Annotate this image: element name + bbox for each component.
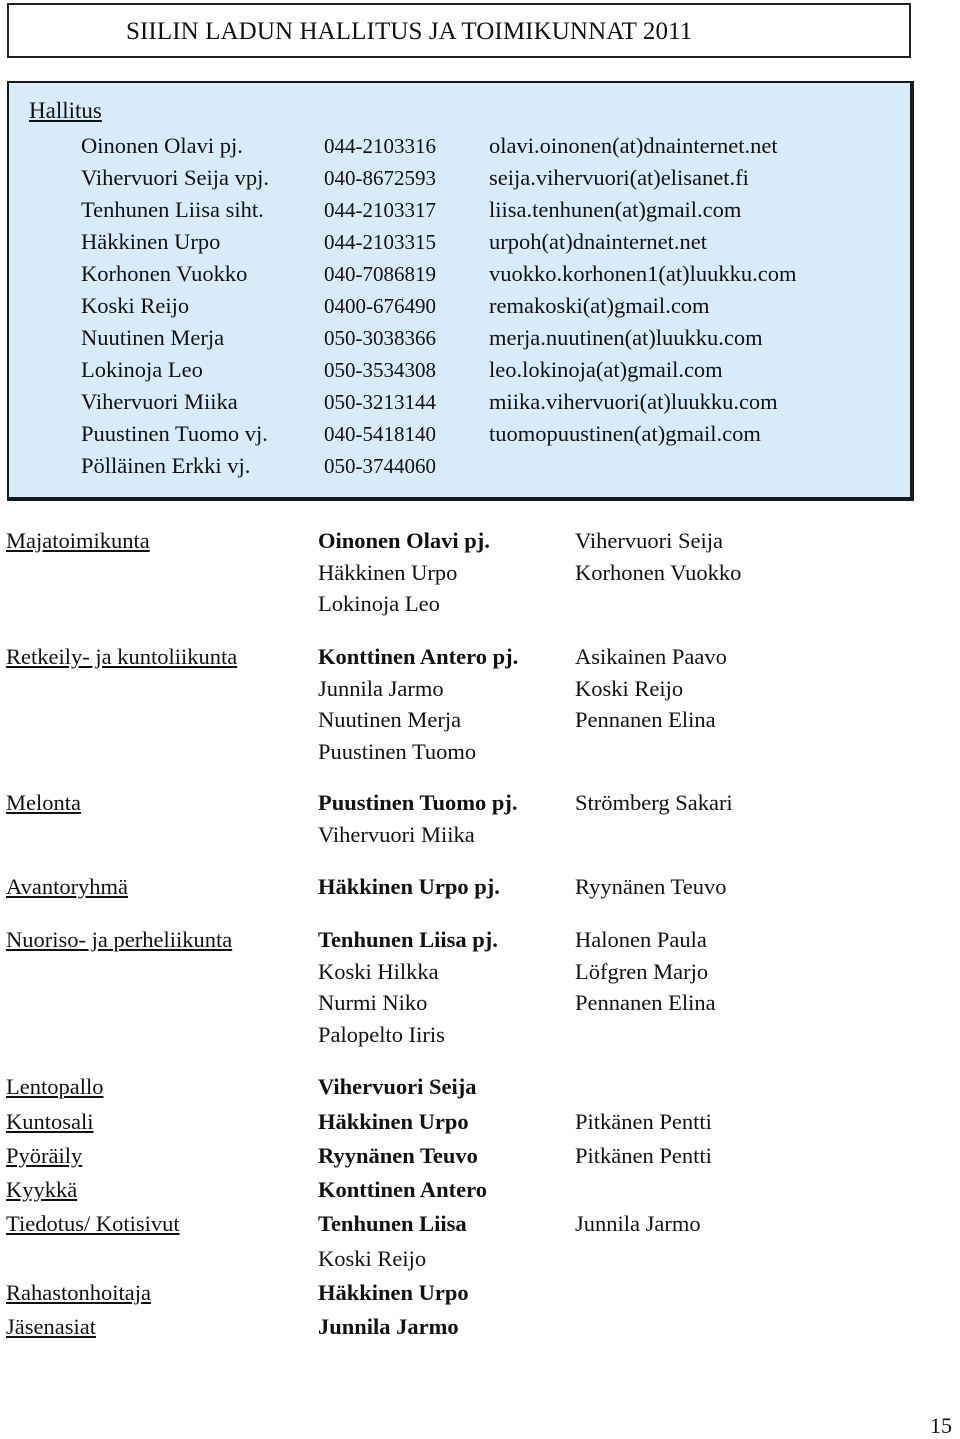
committee-label: Kuntosali — [6, 1109, 94, 1134]
committee-member: Nuutinen Merja — [318, 707, 462, 732]
committee-member: Halonen Paula — [575, 927, 707, 952]
member-phone: 044-2103315 — [324, 230, 436, 254]
hallitus-row — [9, 453, 909, 485]
member-email: liisa.tenhunen(at)gmail.com — [489, 197, 742, 222]
member-phone: 0400-676490 — [324, 294, 436, 318]
committee-label: Jäsenasiat — [6, 1314, 96, 1339]
committee-label: Melonta — [6, 790, 81, 815]
page-number: 15 — [930, 1413, 952, 1438]
committee-member: Asikainen Paavo — [575, 644, 727, 669]
hallitus-row — [9, 165, 909, 197]
committee-member: Pennanen Elina — [575, 707, 716, 732]
committee-label: Rahastonhoitaja — [6, 1280, 151, 1305]
committee-label: Majatoimikunta — [6, 528, 150, 553]
member-email: seija.vihervuori(at)elisanet.fi — [489, 165, 749, 190]
member-phone: 050-3038366 — [324, 326, 436, 350]
committee-member: Ryynänen Teuvo — [575, 874, 727, 899]
committee-chair: Oinonen Olavi pj. — [318, 528, 490, 553]
member-name: Tenhunen Liisa siht. — [81, 197, 264, 222]
committee-chair: Tenhunen Liisa — [318, 1211, 467, 1236]
committee-member: Lokinoja Leo — [318, 591, 440, 616]
hallitus-row — [9, 197, 909, 229]
committee-member: Strömberg Sakari — [575, 790, 733, 815]
member-phone: 050-3534308 — [324, 358, 436, 382]
member-name: Korhonen Vuokko — [81, 261, 248, 286]
member-name: Häkkinen Urpo — [81, 229, 221, 254]
committee-member: Pitkänen Pentti — [575, 1109, 712, 1134]
hallitus-row — [9, 261, 909, 293]
committee-member: Koski Reijo — [575, 675, 684, 701]
member-email: vuokko.korhonen1(at)luukku.com — [489, 261, 797, 286]
committee-member: Palopelto Iiris — [318, 1021, 445, 1047]
committee-label: Lentopallo — [6, 1074, 104, 1099]
committee-member: Koski Hilkka — [318, 958, 439, 984]
committee-label: Retkeily- ja kuntoliikunta — [6, 644, 238, 669]
hallitus-heading: Hallitus — [29, 98, 102, 123]
member-name: Nuutinen Merja — [81, 325, 225, 350]
committee-label: Kyykkä — [6, 1177, 78, 1202]
member-phone: 040-7086819 — [324, 262, 436, 286]
member-email: merja.nuutinen(at)luukku.com — [489, 325, 763, 350]
hallitus-row — [9, 293, 909, 325]
committee-label: Tiedotus/ Kotisivut — [6, 1211, 180, 1236]
committee-chair: Tenhunen Liisa pj. — [318, 927, 498, 952]
committee-member: Puustinen Tuomo — [318, 738, 477, 764]
hallitus-row — [9, 133, 909, 165]
committee-member: Pitkänen Pentti — [575, 1143, 712, 1168]
hallitus-row — [9, 357, 909, 389]
committee-member: Löfgren Marjo — [575, 958, 709, 984]
member-phone: 040-5418140 — [324, 422, 436, 446]
committee-member: Junnila Jarmo — [318, 675, 444, 701]
member-name: Koski Reijo — [81, 293, 190, 318]
committee-chair: Ryynänen Teuvo — [318, 1143, 478, 1168]
member-email: remakoski(at)gmail.com — [489, 293, 710, 318]
committee-chair: Konttinen Antero — [318, 1177, 487, 1202]
hallitus-row — [9, 325, 909, 357]
member-name: Oinonen Olavi pj. — [81, 133, 243, 158]
committee-label: Pyöräily — [6, 1143, 83, 1168]
committee-member: Koski Reijo — [318, 1245, 427, 1271]
member-name: Puustinen Tuomo vj. — [81, 421, 268, 446]
member-phone: 044-2103316 — [324, 134, 436, 158]
title-box — [7, 3, 911, 58]
member-email: olavi.oinonen(at)dnainternet.net — [489, 133, 778, 158]
committee-chair: Häkkinen Urpo — [318, 1280, 469, 1305]
member-name: Vihervuori Miika — [81, 389, 238, 414]
hallitus-row — [9, 229, 909, 261]
member-name: Pölläinen Erkki vj. — [81, 453, 251, 478]
committee-chair: Junnila Jarmo — [318, 1314, 459, 1339]
member-name: Lokinoja Leo — [81, 357, 203, 382]
hallitus-box — [7, 81, 914, 501]
member-email: miika.vihervuori(at)luukku.com — [489, 389, 778, 414]
committee-chair: Konttinen Antero pj. — [318, 644, 519, 669]
committee-label: Nuoriso- ja perheliikunta — [6, 927, 233, 952]
hallitus-row — [9, 389, 909, 421]
committee-member: Nurmi Niko — [318, 990, 428, 1015]
member-phone: 040-8672593 — [324, 166, 436, 190]
member-email: leo.lokinoja(at)gmail.com — [489, 357, 723, 382]
committee-chair: Vihervuori Seija — [318, 1074, 477, 1099]
committee-member: Junnila Jarmo — [575, 1211, 701, 1236]
member-email: tuomopuustinen(at)gmail.com — [489, 421, 761, 446]
hallitus-row — [9, 421, 909, 453]
committee-member: Vihervuori Miika — [318, 821, 475, 847]
committee-chair: Puustinen Tuomo pj. — [318, 790, 518, 815]
committee-member: Korhonen Vuokko — [575, 559, 742, 585]
committee-chair: Häkkinen Urpo — [318, 1109, 469, 1134]
committee-member: Häkkinen Urpo — [318, 559, 458, 585]
page-title: SIILIN LADUN HALLITUS JA TOIMIKUNNAT 2011 — [126, 18, 693, 45]
committee-member: Pennanen Elina — [575, 990, 716, 1015]
member-phone: 044-2103317 — [324, 198, 436, 222]
member-email: urpoh(at)dnainternet.net — [489, 229, 708, 254]
member-phone: 050-3213144 — [324, 390, 436, 414]
committee-member: Vihervuori Seija — [575, 528, 723, 553]
committee-chair: Häkkinen Urpo pj. — [318, 874, 500, 899]
member-name: Vihervuori Seija vpj. — [81, 165, 269, 190]
committee-label: Avantoryhmä — [6, 874, 129, 899]
member-phone: 050-3744060 — [324, 454, 436, 478]
